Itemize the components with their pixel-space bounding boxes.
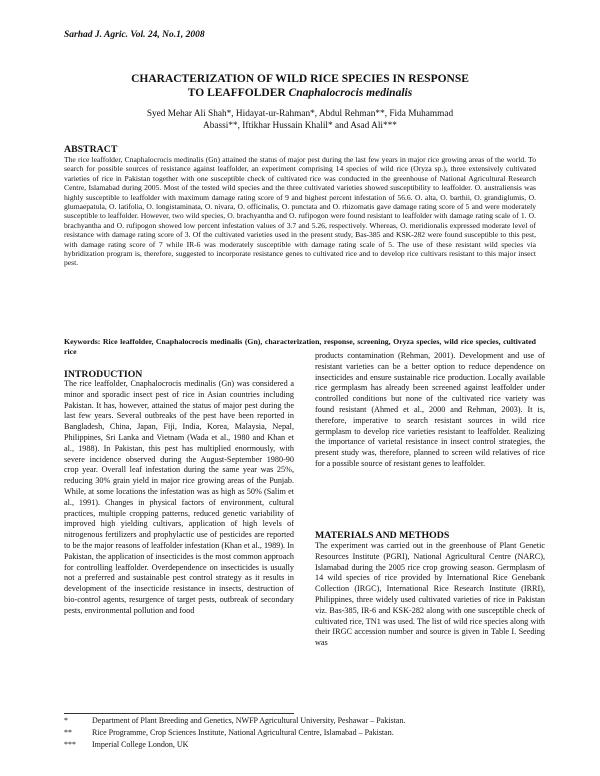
authors-line-1: Syed Mehar Ali Shah*, Hidayat-ur-Rahman*, Abdul Rehman**, Fida Muhammad [146,109,454,119]
footnote-1 [64,716,544,726]
footnote-rule [64,713,294,714]
authors-line-2: Abassi**, Iftikhar Hussain Khalil* and Asad Ali*** [203,121,397,131]
footnote-mark: ** [64,728,72,737]
methods-heading: MATERIALS AND METHODS [315,530,450,541]
abstract-text: The rice leaffolder, Cnaphalocrocis medinalis (Gn) attained the status of major pest during the last few years in major rice growing areas of the world. To search for possible sources of resistance against leaffolder, an experiment comprising 14 species of wild rice (Oryza sp.), three extensively cultivated varieties of rice in Pakistan together with one susceptible check of cultivated rice was conducted in the greenhouse of National Agricultural Research Centre, Islamabad during 2005. Most of the tested wild species and the three cultivated varieties showed susceptibility to leaffolder. O. australiensis was highly susceptible to leaffolder with maximum damage rating score of 9 and highest percent infestation of 56.6. O. alta, O. barthii, O. grandiglumis, O. glumaepatula, O. latifolia, O. longistaminata, O. nivara, O. officinalis, O. punctata and O. rhizomatis gave damage rating score of 5 and were moderately susceptible to leaffolder. However, two wild species, O. brachyantha and O. rufipogon were found resistant to leaffolder with damage rating scale of 1. O. brachyantha and O. rufipogon showed low percent infestation values of 3.7 and 5.26, respectively. Whereas, O. meridionalis expressed moderate level of resistance with damage rating score of 3. Of the cultivated varieties used in the present study, Bas-385 and KSK-282 were found susceptible to this pest, with damage rating score of 7 while IR-6 was moderately susceptible with damage rating scale of 5. The use of these resistant wild species via hybridization program is, therefore, suggested to incorporate resistance genes to cultivated rice and to develop rice cultivars resistant to this major insect pest. [64,155,536,268]
footnote-text: Imperial College London, UK [92,740,189,749]
title-line-1: CHARACTERIZATION OF WILD RICE SPECIES IN RESPONSE [131,73,469,85]
footnote-text: Rice Programme, Crop Sciences Institute, National Agricultural Centre, Islamabad – Pakistan. [92,728,394,737]
paper-title [64,72,536,100]
footnote-text: Department of Plant Breeding and Genetics, NWFP Agricultural University, Peshawar – Pakistan. [92,716,406,725]
author-list [64,108,536,132]
title-line-2 [64,86,536,100]
abstract-heading: ABSTRACT [64,144,118,155]
introduction-text: The rice leaffolder, Cnaphalocrocis medinalis (Gn) was considered a minor and sporadic insect pest of rice in Asian countries including Pakistan. It has, however, attained the status of major pest during the last few years. Several outbreaks of the pest have been reported in Bangladesh, China, Japan, Fiji, India, Korea, Malaysia, Nepal, Philippines, Sri Lanka and Vietnam (Wada et al., 1980 and Khan et al., 1988). In Pakistan, this pest has multiplied enormously, with severe incidence observed during the August-September 1980-90 crop year. Overall leaf infestation during the same year was 25%, reducing 30% grain yield in major rice growing areas of the Punjab. While, at some locations the infestation was as high as 50% (Salim et al., 1991). Changes in physical factors of environment, cultural practices, multiple cropping patterns, reduced genetic variability of improved high yielding cultivars, application of high levels of nitrogenous fertilizers and prophylactic use of pesticides are reported to be the major reasons of leaffolder infestation (Khan et al., 1989). In Pakistan, the application of insecticides is the most common approach for controlling leaffolder. Overdependence on insecticides is usually not a preferred and sustainable pest control strategy as it results in development of the insecticide resistance in insects, destruction of bio-control agents, resurgence of target pests, outbreak of secondary pests, environmental pollution and food [64,379,294,615]
methods-text: The experiment was carried out in the greenhouse of Plant Genetic Resources Institute (PGRI), National Agricultural Centre (NARC), Islamabad during the 2005 rice crop growing season. Germplasm of 14 wild species of rice provided by International Rice Genebank Collection (IRGC), International Rice Research Institute (IRRI), Philippines, three widely used cultivated varieties of rice in Pakistan viz. Bas-385, IR-6 and KSK-282 along with one susceptible check of cultivated rice, TN1 was used. The list of wild rice species along with their IRGC accession number and source is given in Table I. Seeding was [315,541,545,648]
keywords-label: Keywords: [64,337,101,346]
footnote-2 [64,728,544,738]
journal-header: Sarhad J. Agric. Vol. 24, No.1, 2008 [64,30,205,40]
footnote-mark: * [64,716,68,725]
footnote-3 [64,740,544,750]
keywords-text: Rice leaffolder, Cnaphalocrocis medinalis (Gn), characterization, response, screening, Oryza species, wild rice species, cultivated rice [64,337,536,356]
footnote-mark: *** [64,740,76,749]
introduction-heading: INTRODUCTION [64,369,143,380]
introduction-continued: products contamination (Rehman, 2001). Development and use of resistant varieties can be a better option to reduce dependence on insecticides and ensure sustainable rice production. Locally available rice germplasm has already been screened against leaffolder under controlled conditions but none of the cultivated rice variety was found resistant (Ahmed et al., 2000 and Rehman, 2003). It is, therefore, imperative to search resistant sources in wild rice germplasm to develop rice varieties resistant to leaffolder. Realizing the importance of varietal resistance in insect control strategies, the present study was, therefore, planned to screen wild relatives of rice for a possible source of resistant genes to leaffolder. [315,351,545,468]
title-line-2-text: TO LEAFFOLDER [187,87,286,99]
title-species-name: Cnaphalocrocis medinalis [288,87,413,99]
